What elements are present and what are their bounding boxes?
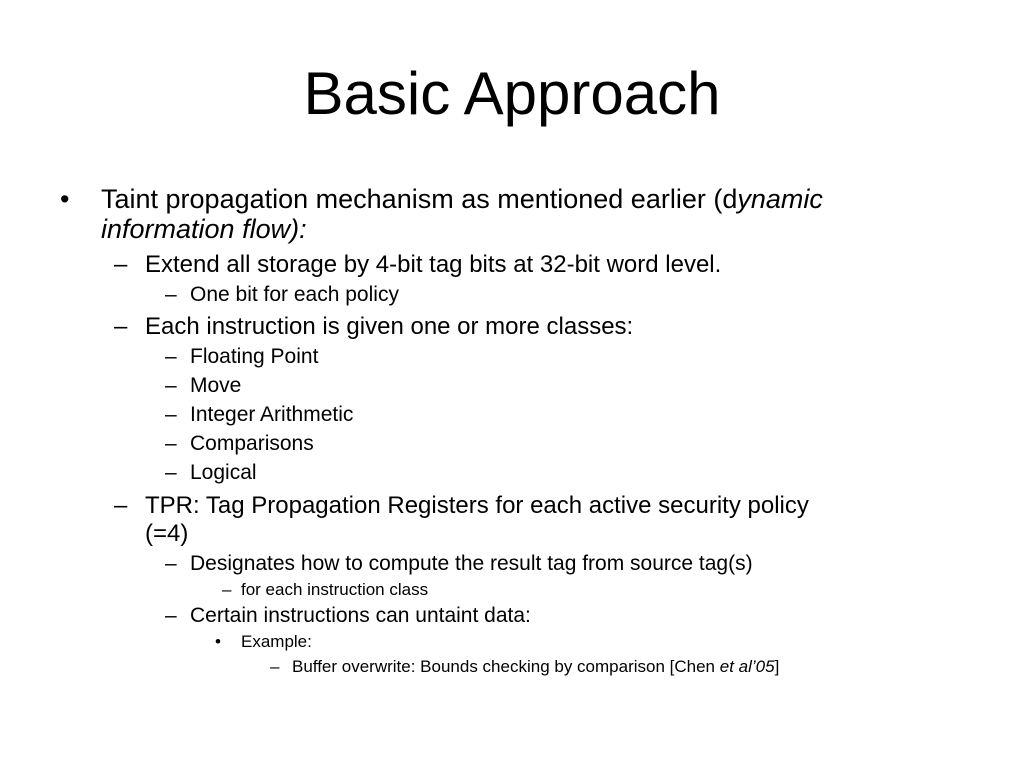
citation-close: ] (774, 657, 780, 676)
sub-item-buffer-overwrite (292, 657, 779, 677)
bullet-text-taint-cont (101, 214, 307, 244)
sub-item-one-bit: One bit for each policy (190, 283, 399, 306)
dash-marker: – (165, 345, 177, 368)
sub-item-each-instruction: Each instruction is given one or more classes: (145, 313, 634, 340)
slide-title: Basic Approach (303, 60, 721, 127)
dash-marker: – (165, 283, 177, 306)
sub-item-extend: Extend all storage by 4-bit tag bits at 32-bit word level. (145, 251, 722, 278)
buffer-text-plain: Buffer overwrite: Bounds checking by comparison [Chen (292, 657, 720, 676)
dash-marker: – (165, 403, 177, 426)
class-floating-point: Floating Point (190, 345, 319, 368)
sub-item-example: Example: (241, 632, 312, 651)
class-comparisons: Comparisons (190, 432, 314, 455)
taint-text-italic: ynamic (737, 184, 823, 214)
sub-item-designates: Designates how to compute the result tag from source tag(s) (190, 552, 753, 575)
dash-marker: – (222, 580, 232, 599)
dash-marker: – (114, 313, 128, 340)
citation-italic: et al’05 (719, 657, 775, 676)
dash-marker: – (165, 432, 177, 455)
dash-marker: – (165, 604, 177, 627)
taint-text-italic-cont: information flow): (101, 214, 307, 244)
class-logical: Logical (190, 461, 257, 484)
class-move: Move (190, 374, 242, 397)
taint-text-plain: Taint propagation mechanism as mentioned earlier (d (101, 184, 738, 214)
sub-item-for-each-class: for each instruction class (241, 580, 429, 599)
dash-marker: – (270, 657, 280, 676)
sub-item-tpr-cont: (=4) (145, 520, 189, 547)
bullet-marker: • (215, 632, 221, 651)
dash-marker: – (165, 374, 177, 397)
class-integer-arithmetic: Integer Arithmetic (190, 403, 354, 426)
bullet-marker: • (60, 184, 70, 214)
bullet-text-taint (101, 184, 823, 214)
dash-marker: – (165, 461, 177, 484)
dash-marker: – (114, 251, 128, 278)
sub-item-certain-instructions: Certain instructions can untaint data: (190, 604, 531, 627)
sub-item-tpr: TPR: Tag Propagation Registers for each active security policy (145, 492, 809, 519)
dash-marker: – (165, 552, 177, 575)
dash-marker: – (114, 492, 128, 519)
